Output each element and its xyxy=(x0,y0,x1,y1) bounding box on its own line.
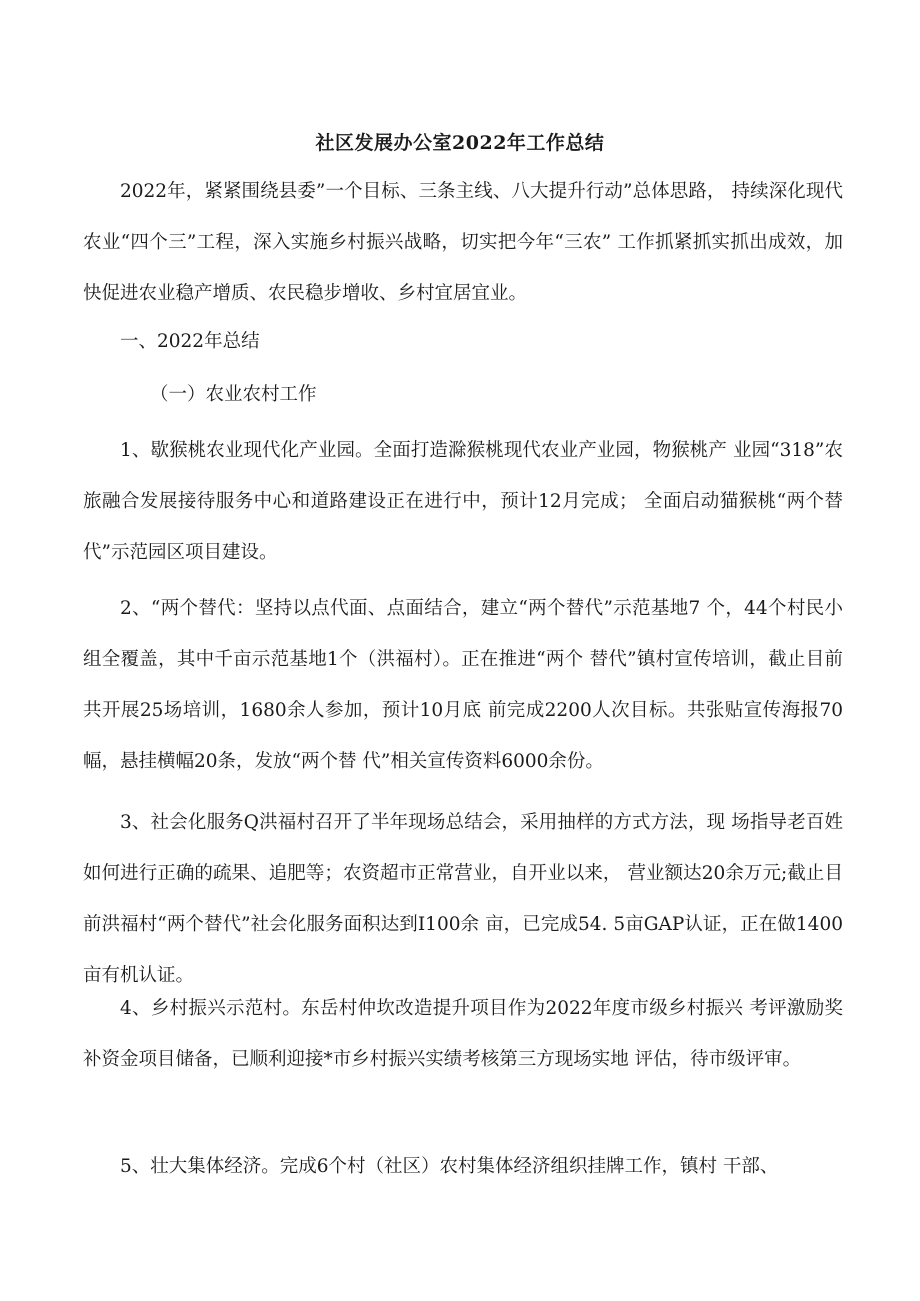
item-paragraph-1: 1、歇猴桃农业现代化产业园。全面打造滁猴桃现代农业产业园，物猴桃产 业园“318”农旅融合发展接待服务中心和道路建设正在进行中，预计12月完成； 全面启动猫猴桃“两个替代”示范园区项目建设。 xyxy=(83,440,843,563)
document-title: 社区发展办公室2022年工作总结 xyxy=(315,132,605,154)
item-paragraph-4: 4、乡村振兴示范村。东岳村仲坎改造提升项目作为2022年度市级乡村振兴 考评激励奖补资金项目储备，已顺利迎接*市乡村振兴实绩考核第三方现场实地 评估，待市级评审。 xyxy=(83,998,843,1070)
section-heading: 一、2022年总结 xyxy=(120,331,260,352)
item-paragraph-3: 3、社会化服务Q洪福村召开了半年现场总结会，采用抽样的方式方法，现 场指导老百姓如何进行正确的疏果、追肥等；农资超市正常营业，自开业以来， 营业额达20余万元;截止目前洪福村“两个替代”社会化服务面积达到I100余 亩，已完成54. 5亩GAP认证，正在做1400亩有机认证。 xyxy=(83,812,843,986)
item-paragraph-2: 2、“两个替代：坚持以点代面、点面结合，建立“两个替代”示范基地7 个，44个村民小组全覆盖，其中千亩示范基地1个（洪福村）。正在推进“两个 替代”镇村宣传培训，截止目前共开展25场培训，1680余人参加，预计10月底 前完成2200人次目标。共张贴宣传海报70幅，悬挂横幅20条，发放“两个替 代”相关宣传资料6000余份。 xyxy=(83,598,843,772)
subsection-heading: （一）农业农村工作 xyxy=(150,384,317,405)
intro-paragraph: 2022年，紧紧围绕县委”一个目标、三条主线、八大提升行动”总体思路， 持续深化现代农业“四个三”工程，深入实施乡村振兴战略，切实把今年“三农” 工作抓紧抓实抓出成效，加快促进农业稳产增质、农民稳步增收、乡村宜居宜业。 xyxy=(83,181,843,304)
item-paragraph-5: 5、壮大集体经济。完成6个村（社区）农村集体经济组织挂牌工作，镇村 干部、 xyxy=(120,1156,779,1177)
